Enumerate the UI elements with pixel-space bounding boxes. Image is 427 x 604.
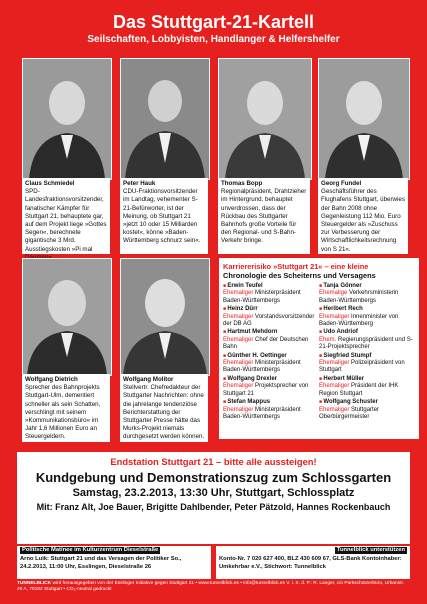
entry-desc: Chef der Deutschen Bahn	[223, 336, 309, 351]
chronology-heading-black: Chronologie des Scheiterns und Versagens	[223, 271, 376, 280]
person-caption	[218, 178, 310, 254]
chronology-entry	[223, 353, 319, 375]
entry-name: ■ Udo Andriof	[319, 329, 415, 336]
footer	[17, 581, 410, 593]
entry-name: ■ Heribert Rech	[319, 306, 415, 313]
person-description: Stellvertr. Chefredakteur der Stuttgarter Nachrichten: ohne die jahrelange tendenziöse Berichterstattung der Stuttgarter Presse hätte das Murks-Projekt niemals durchgesetzt werden können.	[123, 384, 205, 441]
chronology-entry	[319, 329, 415, 351]
entry-role: Ehemaliger	[223, 313, 254, 320]
page-title: Das Stuttgart-21-Kartell	[112, 12, 315, 32]
entry-name: ■ Günther H. Oettinger	[223, 353, 319, 360]
support-text: Konto-Nr. 7 020 627 400, BLZ 430 609 67, GLS-Bank Kontoinhaber: Umkehrbar e.V., Stichwort: Tunnelblick	[219, 556, 402, 570]
entry-name: ■ Erwin Teufel	[223, 283, 319, 290]
person-name: Thomas Bopp	[221, 180, 263, 187]
person-name: Wolfgang Molitor	[123, 376, 174, 383]
person-caption	[22, 374, 110, 442]
chronology-entry	[223, 283, 319, 305]
portrait-photo	[318, 58, 410, 180]
entry-desc: Ministerpräsident Baden-Württembergs	[223, 360, 301, 374]
entry-name: ■ Stefan Mappus	[223, 399, 319, 406]
entry-role: Ehemaliger	[319, 313, 350, 320]
portrait-photo	[218, 58, 312, 180]
event-banner	[17, 452, 410, 544]
entry-desc: Vorstandsvorsitzender der DB AG	[223, 313, 315, 328]
person-description: Sprecher des Bahnprojekts Stuttgart-Ulm, dementiert schneller als sein Schatten, verschlingt mit seinem »Kommunikationsbüro« im Jahr 1,6 Millionen Euro an Steuergeldern.	[25, 384, 101, 441]
entry-desc: Innenminister von Baden-Württemberg	[319, 313, 399, 328]
entry-role: Ehemaliger	[223, 360, 254, 367]
entry-name: ■ Herbert Müller	[319, 376, 415, 383]
matinee-text: Arno Luik: Stuttgart 21 und das Versagen der Politiker So., 24.2.2013, 11:00 Uhr, Esslingen, Dieselstraße 26	[20, 556, 182, 570]
chronology-entry	[319, 376, 415, 398]
person-name: Wolfgang Dietrich	[25, 376, 78, 383]
entry-desc: Ministerpräsident Baden-Württembergs	[223, 290, 301, 304]
person-description: CDU-Fraktionsvorsitzender im Landtag, vehementer S-21-Befürworter, ist der Meinung, ob Stuttgart 21 »jetzt 10 oder 15 Milliarden kostet«, könne »Baden-Württemberg schnurz sein«.	[123, 188, 201, 245]
chronology-entry	[223, 306, 319, 328]
matinee-box	[17, 546, 211, 579]
entry-desc: Verkehrsministerin Baden-Württembergs	[319, 290, 399, 304]
entry-desc: Ministerpräsident Baden-Württembergs	[223, 406, 301, 420]
person-description: SPD-Landesfraktionsvorsitzender, fanatischer Kämpfer für Stuttgart 21, behauptete gar, auf dem Projekt liege »Gottes Segen«, berechnete gigantische 3 Mrd. Ausstiegskosten »Pi mal	[25, 188, 107, 253]
person-name: Claus Schmiedel	[25, 180, 75, 187]
entry-role: Ehemalige	[319, 290, 348, 297]
portrait-photo	[120, 58, 210, 180]
portrait-photo	[120, 258, 210, 376]
entry-desc: Regierungspräsident und S-21-Projektsprecher	[319, 336, 413, 351]
entry-role: Ehemaliger	[319, 383, 350, 390]
chronology-right-column	[319, 283, 415, 422]
chronology-heading-red: Karriererisiko »Stuttgart 21« – eine kleine	[223, 262, 369, 271]
person-name: Peter Hauk	[123, 180, 156, 187]
chronology-entry	[223, 399, 319, 421]
event-tagline: Endstation Stuttgart 21 – bitte alle aussteigen!	[110, 456, 317, 467]
chronology-box	[219, 258, 419, 439]
entry-role: Ehemaliger	[223, 383, 254, 390]
entry-name: ■ Tanja Gönner	[319, 283, 415, 290]
person-description: Geschäftsführer des Flughafens Stuttgart, überwies der Bahn 2008 ohne Gegenleistung 112 Mio. Euro Steuergelder als »Zuschuss zur Verbesserung der Wirtschaftlichkeitsrechnung von S 21«.	[321, 188, 405, 253]
support-label: Tunnelblick unterstützen	[336, 547, 405, 553]
chronology-entry	[319, 306, 415, 328]
chronology-entry	[319, 399, 415, 421]
entry-role: Ehemaliger	[319, 360, 350, 367]
entry-desc: Präsident der IHK Region Stuttgart	[319, 383, 399, 397]
entry-name: ■ Siegfried Stumpf	[319, 353, 415, 360]
person-caption	[318, 178, 408, 254]
page-subtitle: Seilschaften, Lobbyisten, Handlanger & Helfershelfer	[87, 34, 340, 45]
person-name: Georg Fundel	[321, 180, 362, 187]
entry-name: ■ Wolfgang Drexler	[223, 376, 319, 383]
entry-name: ■ Wolfgang Schuster	[319, 399, 415, 406]
person-caption	[22, 178, 110, 254]
footer-text: wird herausgegeben von der Esslinger Initiative gegen Stuttgart 21 • www.tunnelblick.es • info@tunnelblick.es V. i. S. d. P.: R. Langer, c/o Parkschützerbüro, Urbanstr. 49 A, 70182 Stuttgart • CO₂-neutral gedruckt	[17, 581, 405, 592]
entry-desc: Stuttgarter Oberbürgermeister	[319, 406, 380, 420]
event-headline: Kundgebung und Demonstrationszug zum Schlossgarten	[35, 470, 392, 485]
chronology-entry	[223, 376, 319, 398]
entry-role: Ehemaliger	[223, 336, 254, 343]
chronology-entry	[223, 329, 319, 351]
event-speakers: Mit: Franz Alt, Joe Bauer, Brigitte Dahlbender, Peter Pätzold, Hannes Rockenbauch	[36, 502, 391, 512]
entry-role: Ehem.	[319, 336, 337, 343]
portrait-photo	[22, 58, 112, 180]
entry-role: Ehemaliger	[319, 406, 350, 413]
chronology-heading	[223, 262, 415, 280]
person-caption	[120, 374, 208, 442]
chronology-entry	[319, 353, 415, 375]
event-datetime: Samstag, 23.2.2013, 13:30 Uhr, Stuttgart, Schlossplatz	[72, 487, 355, 499]
person-description: Regionalpräsident, Drahtzieher im Hintergrund, behauptet unverdrossen, dass der Rückbau des Stuttgarter Bahnhofs große Vorteile für den Regional- und S-Bahn-Verkehr bringe.	[221, 188, 307, 245]
entry-role: Ehemaliger	[223, 290, 254, 297]
matinee-label: Politische Matinee im Kulturzentrum Dieselstraße	[22, 547, 159, 553]
entry-role: Ehemaliger	[223, 406, 254, 413]
chronology-left-column	[223, 283, 319, 422]
support-box	[216, 546, 410, 579]
entry-name: ■ Heinz Dürr	[223, 306, 319, 313]
entry-name: ■ Hartmut Mehdorn	[223, 329, 319, 336]
portrait-photo	[22, 258, 112, 376]
person-caption	[120, 178, 208, 254]
chronology-entry	[319, 283, 415, 305]
entry-desc: Projektsprecher von Stuttgart 21	[223, 383, 309, 397]
footer-brand: TUNNELBLICK	[17, 581, 52, 586]
entry-desc: Polizeipräsident von Stuttgart	[319, 360, 405, 374]
